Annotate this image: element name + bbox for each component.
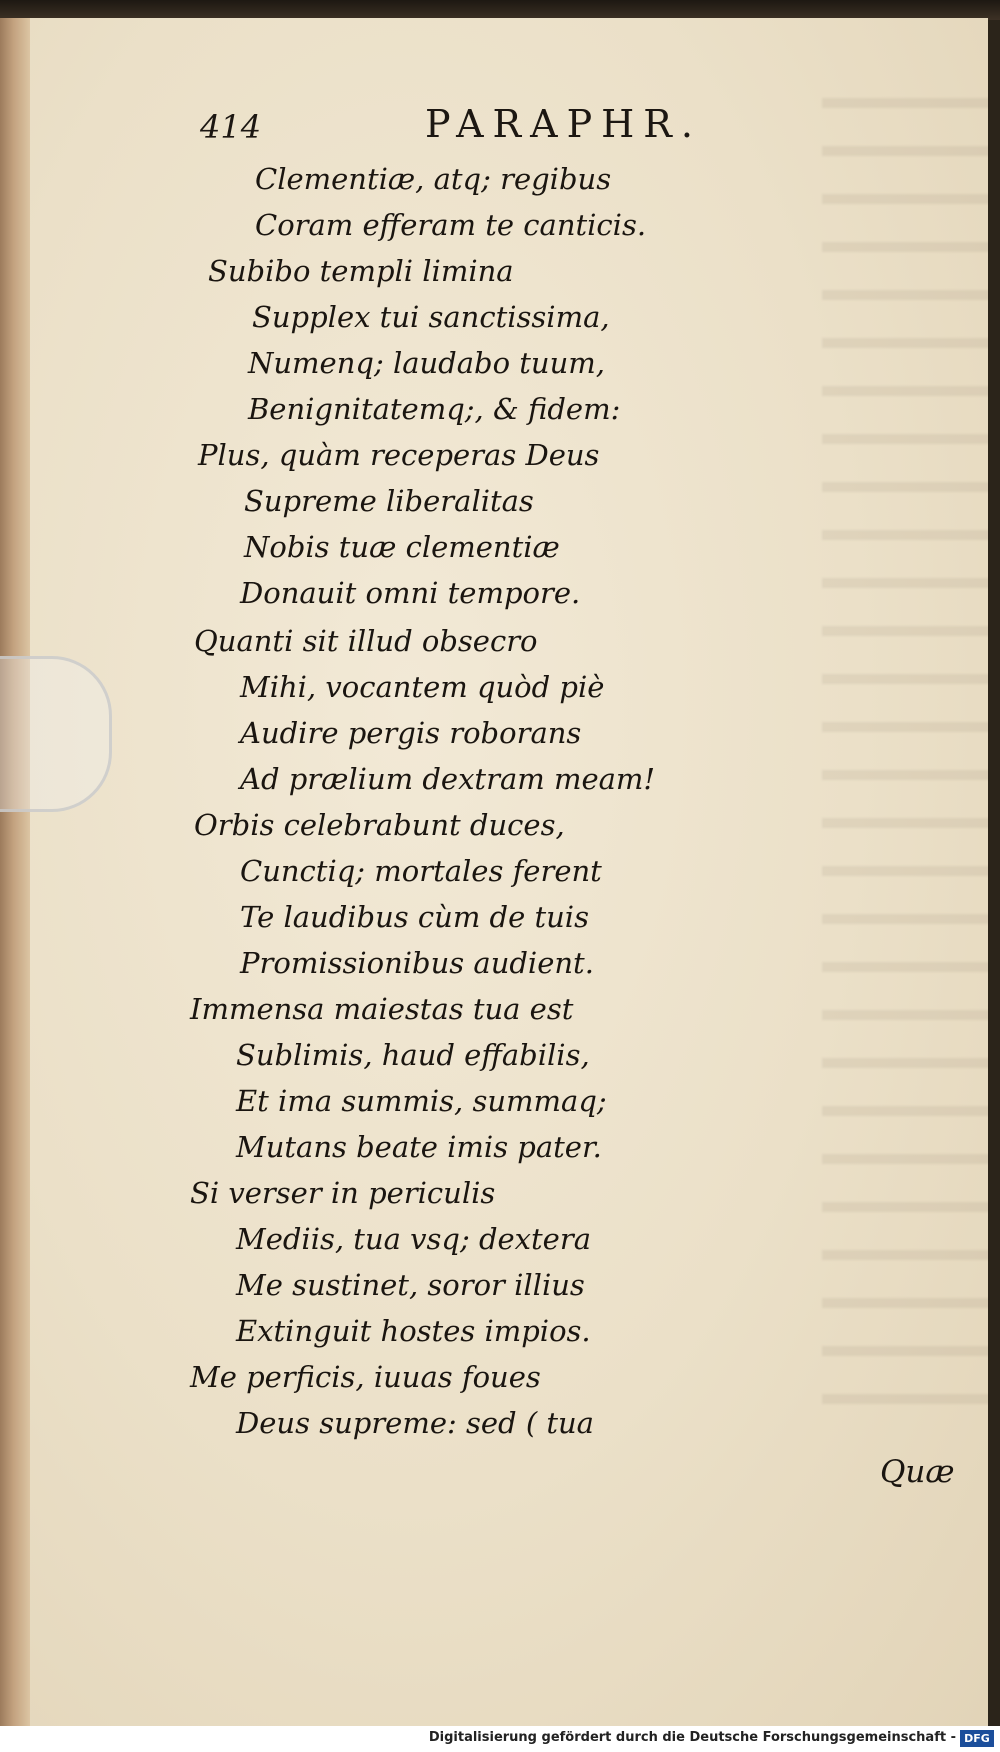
verse-line: Immensa maiestas tua est [190,992,574,1026]
verse-line: Mihi, vocantem quòd piè [240,670,605,704]
verse-line: Et ima summis, summaq; [236,1084,607,1118]
top-shadow [0,0,1000,20]
verse-line: Supreme liberalitas [244,484,534,518]
verse-line: Me perficis, iuuas foues [190,1360,541,1394]
verse-line: Audire pergis roborans [240,716,582,750]
dfg-logo: DFG [960,1730,994,1747]
verse-line: Supplex tui sanctissima, [252,300,610,334]
page-clip [0,656,112,812]
verse-line: Deus supreme: sed ( tua [236,1406,594,1440]
running-head: PARAPHR. [425,102,702,146]
verse-line: Cunctiq; mortales ferent [240,854,602,888]
verse-line: Subibo templi limina [208,254,514,288]
verse-line: Ad prælium dextram meam! [240,762,656,796]
catchword: Quæ [880,1454,955,1490]
verse-line: Quanti sit illud obsecro [194,624,538,658]
verse-line: Donauit omni tempore. [240,576,581,610]
verse-line: Te laudibus cùm de tuis [240,900,589,934]
digitization-footer [0,1726,1000,1752]
verse-line: Numenq; laudabo tuum, [248,346,606,380]
verse-line: Sublimis, haud effabilis, [236,1038,590,1072]
folio-number: 414 [200,108,262,146]
verse-line: Orbis celebrabunt duces, [194,808,565,842]
verse-line: Mediis, tua vsq; dextera [236,1222,591,1256]
verse-line: Mutans beate imis pater. [236,1130,602,1164]
page-edge [0,18,30,1726]
verse-line: Clementiæ, atq; regibus [255,162,612,196]
show-through [822,98,988,1428]
verse-line: Promissionibus audient. [240,946,594,980]
verse-line: Extinguit hostes impios. [236,1314,591,1348]
verse-line: Benignitatemq;, & fidem: [248,392,621,426]
verse-line: Plus, quàm receperas Deus [198,438,600,472]
verse-line: Nobis tuæ clementiæ [244,530,560,564]
verse-line: Me sustinet, soror illius [236,1268,585,1302]
funding-credit: Digitalisierung gefördert durch die Deutsche Forschungsgemeinschaft - [428,1730,956,1745]
verse-line: Si verser in periculis [190,1176,496,1210]
verse-line: Coram efferam te canticis. [255,208,647,242]
